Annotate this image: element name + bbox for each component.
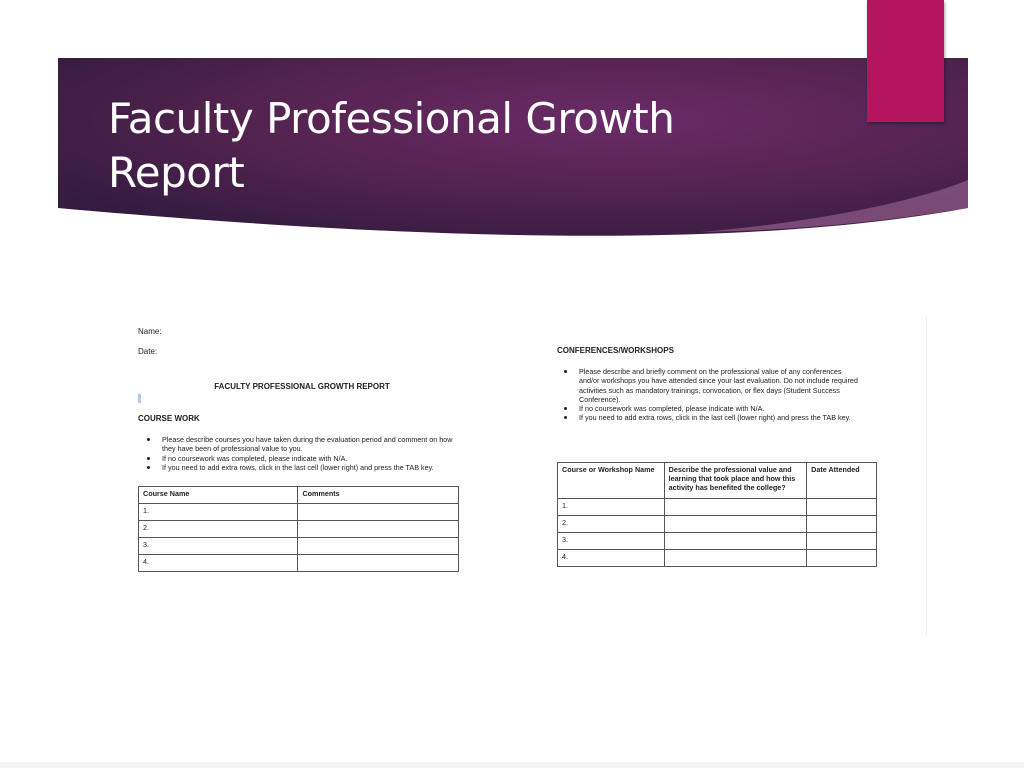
table-cell[interactable] <box>807 516 877 533</box>
table-row <box>139 504 459 521</box>
table-cell[interactable]: 2. <box>558 516 665 533</box>
slide-title: Faculty Professional Growth Report <box>108 94 675 197</box>
course-work-document <box>132 318 472 618</box>
table-cell[interactable] <box>807 550 877 567</box>
name-label: Name: <box>138 327 162 336</box>
table-cell[interactable] <box>298 555 459 572</box>
slide-bottom-edge <box>0 762 1024 768</box>
table-row <box>558 550 877 567</box>
table-row <box>558 533 877 550</box>
table-cell[interactable]: 2. <box>139 521 298 538</box>
table-cell[interactable] <box>664 533 807 550</box>
table-cell[interactable] <box>807 533 877 550</box>
course-work-heading: COURSE WORK <box>138 414 200 423</box>
document-title: FACULTY PROFESSIONAL GROWTH REPORT <box>214 382 390 391</box>
table-cell[interactable] <box>298 504 459 521</box>
table-cell[interactable]: 1. <box>139 504 298 521</box>
instruction-item: If no coursework was completed, please indicate with N/A. <box>143 454 463 463</box>
instruction-item: Please describe courses you have taken during the evaluation period and comment on how they have been of professional value to you. <box>143 435 463 454</box>
conferences-heading: CONFERENCES/WORKSHOPS <box>557 346 674 355</box>
instruction-item: If no coursework was completed, please indicate with N/A. <box>560 404 860 413</box>
table-cell[interactable]: 4. <box>139 555 298 572</box>
table-row <box>558 499 877 516</box>
table-cell[interactable]: 3. <box>139 538 298 555</box>
column-header-course-or-workshop-name: Course or Workshop Name <box>558 463 665 499</box>
instruction-item: If you need to add extra rows, click in the last cell (lower right) and press the TAB key. <box>560 413 860 422</box>
accent-tab <box>867 0 944 122</box>
table-cell[interactable]: 1. <box>558 499 665 516</box>
table-cell[interactable] <box>664 499 807 516</box>
column-header-comments: Comments <box>298 487 459 504</box>
table-cell[interactable]: 3. <box>558 533 665 550</box>
text-cursor-marker <box>138 394 141 403</box>
conferences-table <box>557 462 877 567</box>
instruction-item: Please describe and briefly comment on the professional value of any conferences and/or workshops you have attended since your last evaluation. Do not include required activities such as mandatory trainings, convocation, or flex days (Student Success Conference). <box>560 367 860 404</box>
conferences-instructions <box>560 367 860 423</box>
table-row <box>139 521 459 538</box>
table-cell[interactable] <box>664 516 807 533</box>
table-row <box>139 555 459 572</box>
table-cell[interactable] <box>298 521 459 538</box>
table-row <box>558 516 877 533</box>
table-cell[interactable]: 4. <box>558 550 665 567</box>
table-row <box>139 538 459 555</box>
column-header-professional-value: Describe the professional value and learning that took place and how this activity has benefited the college? <box>664 463 807 499</box>
column-header-date-attended: Date Attended <box>807 463 877 499</box>
date-label: Date: <box>138 347 158 356</box>
table-cell[interactable] <box>298 538 459 555</box>
column-header-course-name: Course Name <box>139 487 298 504</box>
table-cell[interactable] <box>664 550 807 567</box>
course-work-table <box>138 486 459 572</box>
conferences-workshops-document <box>548 316 927 636</box>
table-cell[interactable] <box>807 499 877 516</box>
course-work-instructions <box>143 435 463 472</box>
instruction-item: If you need to add extra rows, click in the last cell (lower right) and press the TAB key. <box>143 463 463 472</box>
